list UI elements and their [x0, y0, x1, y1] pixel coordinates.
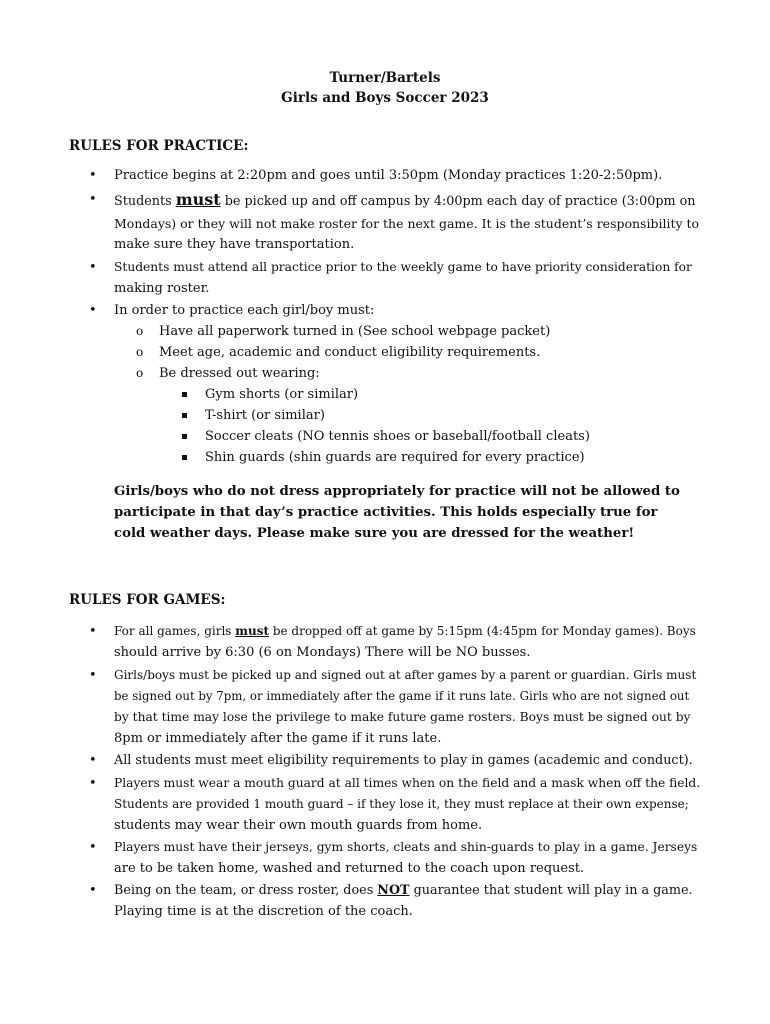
document-title-line1: Turner/Bartels	[329, 70, 441, 86]
practice-bullet-3-line2: making roster.	[114, 281, 210, 296]
games-bullet-2-line2: be signed out by 7pm, or immediately after the game if it runs late. Girls who are not signed out	[114, 689, 690, 703]
practice-bullet-4: In order to practice each girl/boy must:	[114, 303, 375, 318]
bullet-marker: •	[89, 303, 97, 318]
bullet-marker: •	[89, 776, 97, 791]
games-bullet-1-line1	[114, 621, 696, 642]
games-bullet-3: All students must meet eligibility requirements to play in games (academic and conduct).	[114, 753, 693, 768]
games-bullet-2-line4: 8pm or immediately after the game if it runs late.	[114, 731, 442, 746]
requirement-item-1: Have all paperwork turned in (See school webpage packet)	[159, 324, 551, 339]
not-emphasis: NOT	[377, 883, 410, 898]
requirement-item-2: Meet age, academic and conduct eligibility requirements.	[159, 345, 541, 360]
games-bullet-2-line3: by that time may lose the privilege to make future game rosters. Boys must be signed out by	[114, 710, 691, 724]
games-bullet-4-line3: students may wear their own mouth guards from home.	[114, 818, 483, 833]
practice-bullet-2-line1	[114, 189, 696, 212]
games-bullet-4-line1: Players must wear a mouth guard at all times when on the field and a mask when off the field.	[114, 776, 701, 790]
games-bullet-2-line1: Girls/boys must be picked up and signed out at after games by a parent or guardian. Girls must	[114, 668, 697, 682]
text-run: be dropped off at game by 5:15pm (4:45pm for Monday games). Boys	[269, 624, 696, 638]
wear-item-4: Shin guards (shin guards are required for every practice)	[205, 450, 585, 465]
wear-item-2: T-shirt (or similar)	[205, 408, 325, 423]
requirement-item-3: Be dressed out wearing:	[159, 366, 320, 381]
square-bullet-marker	[182, 455, 187, 460]
wear-item-3: Soccer cleats (NO tennis shoes or baseball/football cleats)	[205, 429, 590, 444]
must-emphasis: must	[235, 624, 269, 638]
square-bullet-marker	[182, 392, 187, 397]
square-bullet-marker	[182, 413, 187, 418]
bullet-marker: •	[89, 840, 97, 855]
bullet-marker: •	[89, 883, 97, 898]
circle-bullet-marker: o	[136, 324, 144, 338]
dress-note-line3: cold weather days. Please make sure you are dressed for the weather!	[114, 526, 635, 541]
must-emphasis: must	[175, 190, 221, 209]
circle-bullet-marker: o	[136, 345, 144, 359]
practice-rules-heading: RULES FOR PRACTICE:	[69, 138, 249, 154]
games-bullet-6-line1	[114, 880, 693, 901]
text-run: Being on the team, or dress roster, does	[114, 883, 378, 898]
bullet-marker: •	[89, 624, 97, 639]
bullet-marker: •	[89, 260, 97, 275]
circle-bullet-marker: o	[136, 366, 144, 380]
text-run: be picked up and off campus by 4:00pm each day of practice (3:00pm on	[220, 194, 696, 209]
practice-bullet-2-line3: make sure they have transportation.	[114, 237, 355, 252]
dress-note-line1: Girls/boys who do not dress appropriately for practice will not be allowed to	[114, 484, 680, 499]
square-bullet-marker	[182, 434, 187, 439]
games-bullet-1-line2: should arrive by 6:30 (6 on Mondays) There will be NO busses.	[114, 645, 531, 660]
dress-note-line2: participate in that day’s practice activities. This holds especially true for	[114, 505, 658, 520]
wear-item-1: Gym shorts (or similar)	[205, 387, 359, 402]
games-rules-heading: RULES FOR GAMES:	[69, 592, 226, 608]
games-bullet-6-line2: Playing time is at the discretion of the coach.	[114, 904, 413, 919]
games-bullet-4-line2: Students are provided 1 mouth guard – if they lose it, they must replace at their own expense;	[114, 797, 689, 811]
practice-bullet-1: Practice begins at 2:20pm and goes until 3:50pm (Monday practices 1:20-2:50pm).	[114, 168, 663, 183]
text-run: For all games, girls	[114, 624, 236, 638]
bullet-marker: •	[89, 753, 97, 768]
games-bullet-5-line1: Players must have their jerseys, gym shorts, cleats and shin-guards to play in a game. Jerseys	[114, 840, 698, 854]
bullet-marker: •	[89, 668, 97, 683]
practice-bullet-2-line2: Mondays) or they will not make roster for the next game. It is the student’s responsibility to	[114, 216, 700, 231]
text-run: guarantee that student will play in a game.	[409, 883, 693, 898]
practice-bullet-3-line1: Students must attend all practice prior to the weekly game to have priority consideration for	[114, 260, 692, 274]
bullet-marker: •	[89, 168, 97, 183]
document-title-line2: Girls and Boys Soccer 2023	[281, 90, 489, 106]
bullet-marker: •	[89, 192, 97, 207]
text-run: Students	[114, 194, 176, 209]
games-bullet-5-line2: are to be taken home, washed and returned to the coach upon request.	[114, 861, 585, 876]
